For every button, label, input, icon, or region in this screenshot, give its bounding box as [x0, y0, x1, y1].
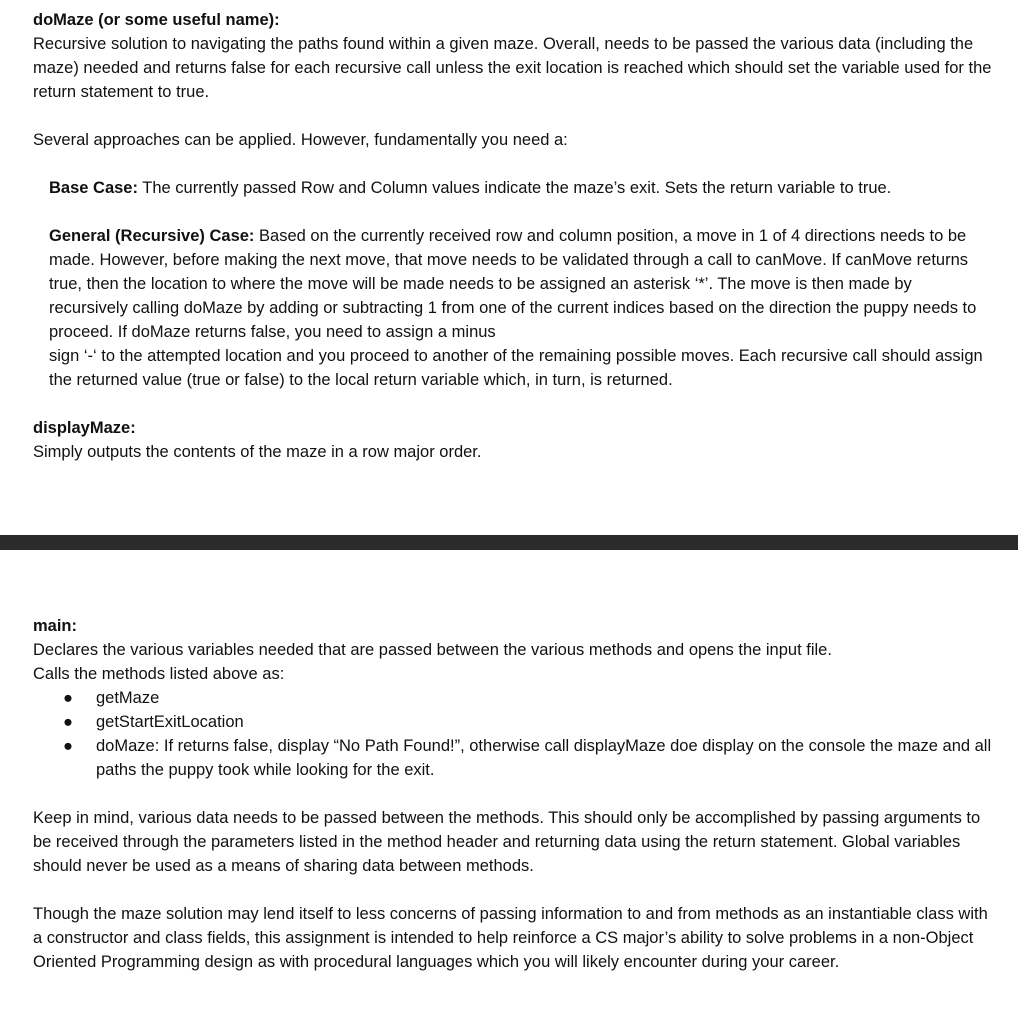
base-case-paragraph: [49, 176, 992, 200]
spacer: [33, 782, 992, 806]
list-item-text: doMaze: If returns false, display “No Path Found!”, otherwise call displayMaze doe display on the console the maze and all paths the puppy took while looking for the exit.: [96, 737, 992, 779]
general-case-text-1: Based on the currently received row and column position, a move in 1 of 4 directions needs to be made. However, before making the next move, that move needs to be validated through a call to canMove. If canMove returns true, then the location to where the move will be made needs to be assigned an asterisk ‘*’. The move is then made by recursively calling doMaze by adding or subtracting 1 from one of the current indices based on the direction the puppy needs to proceed. If doMaze returns false, you need to assign a minus: [49, 227, 977, 341]
top-section: [33, 8, 992, 464]
page-divider: [0, 535, 1018, 550]
closing-paragraph: Though the maze solution may lend itself to less concerns of passing information to and from methods as an instantiable class with a constructor and class fields, this assignment is intended to help reinforce a CS major’s ability to solve problems in a non-Object Oriented Programming design as with procedural languages which you will likely encounter during your career.: [33, 905, 988, 971]
domaze-description: Recursive solution to navigating the paths found within a given maze. Overall, needs to be passed the various data (including the maze) needed and returns false for each recursive call unless the exit location is reached which should set the variable used for the return statement to true.: [33, 35, 992, 101]
list-item: [33, 710, 992, 734]
spacer: [33, 104, 992, 128]
spacer: [33, 200, 992, 224]
list-item-text: getMaze: [96, 689, 160, 707]
base-case-label: Base Case:: [49, 179, 138, 197]
display-maze-description: Simply outputs the contents of the maze in a row major order.: [33, 443, 482, 461]
list-item: [33, 734, 992, 782]
spacer: [33, 392, 992, 416]
general-case-continuation: sign ‘-‘ to the attempted location and you proceed to another of the remaining possible moves. Each recursive call should assign the returned value (true or false) to the local return variable which, in turn, is returned.: [49, 347, 983, 389]
main-description: Declares the various variables needed that are passed between the various methods and opens the input file.: [33, 641, 832, 659]
bullet-icon: ●: [63, 713, 73, 731]
base-case-text: The currently passed Row and Column values indicate the maze’s exit. Sets the return variable to true.: [137, 179, 892, 197]
bullet-icon: ●: [63, 689, 73, 707]
keep-in-mind-paragraph: Keep in mind, various data needs to be passed between the methods. This should only be accomplished by passing arguments to be received through the parameters listed in the method header and returning data using the return statement. Global variables should never be used as a means of sharing data between methods.: [33, 809, 981, 875]
list-item-text: getStartExitLocation: [96, 713, 244, 731]
spacer: [33, 152, 992, 176]
bottom-section: [33, 614, 992, 974]
main-calls-intro: Calls the methods listed above as:: [33, 665, 285, 683]
general-case-paragraph: [49, 224, 992, 344]
main-heading: main:: [33, 617, 78, 635]
domaze-heading: doMaze (or some useful name):: [33, 11, 280, 29]
bullet-icon: ●: [63, 737, 73, 755]
method-call-list: [33, 686, 992, 782]
general-case-label: General (Recursive) Case:: [49, 227, 255, 245]
list-item: [33, 686, 992, 710]
spacer: [33, 878, 992, 902]
approaches-text: Several approaches can be applied. However, fundamentally you need a:: [33, 131, 568, 149]
display-maze-heading: displayMaze:: [33, 419, 136, 437]
